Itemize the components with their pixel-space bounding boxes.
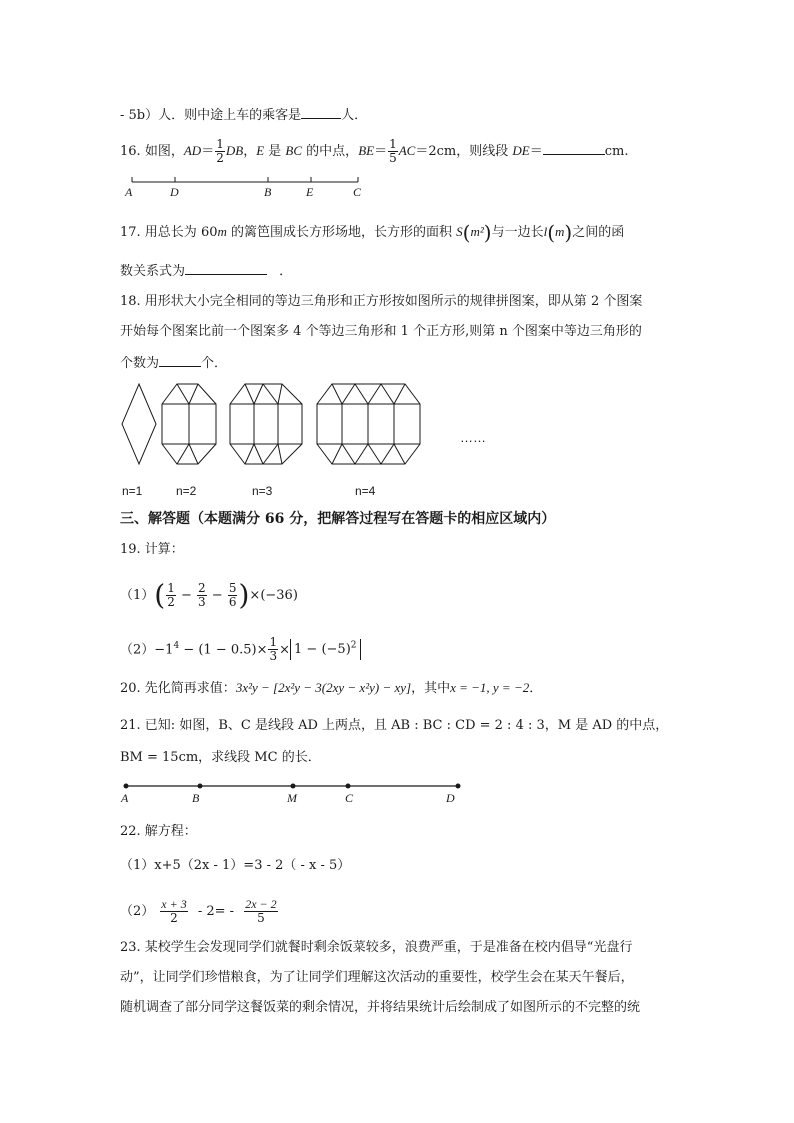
q19-p2-c: × (279, 642, 291, 658)
q22-p2-frac1 (160, 898, 187, 925)
q23-line1: 23. 某校学生会发现同学们就餐时剩余饭菜较多，浪费严重，于是准备在校内倡导“光盘行 (120, 940, 633, 955)
q19-p1-paren-close: ) (238, 578, 250, 612)
q16-e: E (256, 143, 265, 158)
q16-de: DE (512, 143, 530, 158)
q17-text-d: 之间的函 (572, 225, 625, 240)
q17-text-c: 与一边长 (491, 225, 544, 240)
q15-tail (120, 104, 367, 126)
q18-text: 个数为 (120, 356, 160, 371)
q20-expression: 3x²y − [2x²y − 3(2xy − x²y) − xy] (235, 680, 412, 695)
q20-tail: ． (529, 681, 543, 696)
q22-p2-label: （2） (120, 904, 155, 919)
q22-p2-mid: - 2= - (193, 904, 239, 919)
q21-point-b (198, 784, 203, 789)
q16-given: ＝2cm，则线段 (415, 144, 513, 159)
q18-tail: 个． (201, 356, 228, 371)
q16-label-c: C (353, 185, 362, 199)
q18-caption-n3: n=3 (252, 484, 273, 498)
q23-line2: 动”，让同学们珍惜粮食，为了让同学们理解这次活动的重要性，校学生会在某天午餐后， (120, 970, 634, 985)
q19-p1-f1-num: 1 (167, 581, 175, 595)
q17-text-b: 的篱笆围成长方形场地，长方形的面积 (226, 225, 457, 240)
q19-p2-label: （2） (120, 642, 155, 658)
q15-text-b: 人． (341, 108, 368, 123)
q21-point-d (456, 784, 461, 789)
q16-label-b: B (264, 185, 272, 199)
q16-ac: AC (398, 143, 416, 158)
q16-midpoint-text: 的中点， (302, 144, 359, 159)
q16-frac1 (215, 138, 225, 165)
q22-p2-f1-den: 2 (170, 911, 178, 925)
q21-label-c: C (345, 791, 354, 805)
q17-paren-open: ( (462, 220, 471, 245)
q22-p2-f2-den: 5 (257, 911, 265, 925)
pattern-n3 (230, 384, 302, 464)
q18-line3 (120, 352, 227, 374)
q17-var-l: l (543, 224, 548, 239)
q17-unit-area: m² (470, 224, 484, 239)
q22-p2-frac2 (244, 898, 277, 925)
q16-label-d: D (170, 185, 179, 199)
q21-point-a (124, 784, 129, 789)
q17-tail: ． (279, 264, 293, 279)
q22-part2 (120, 898, 284, 925)
q16-frac1-num: 1 (216, 137, 224, 151)
q17-paren-open2: ( (547, 220, 556, 245)
q17-paren-close: ) (483, 220, 492, 245)
q16-ad: AD (183, 143, 202, 158)
q16-bc: BC (285, 143, 303, 158)
q18-caption-n1: n=1 (122, 484, 143, 498)
q16-frac2-den: 5 (389, 151, 397, 165)
q15-answer-blank[interactable] (301, 104, 341, 119)
q20-prefix: 20. 先化简再求值： (120, 681, 236, 696)
q16-comma: ， (243, 144, 257, 159)
q19-p2-exp: 4 (173, 641, 180, 651)
q18-pattern-figures (120, 380, 430, 470)
q17-text-e: 数关系式为 (120, 264, 186, 279)
q16-eq3: ＝ (529, 144, 543, 159)
q16-eq2: ＝ (374, 144, 388, 159)
q16-db: DB (225, 143, 244, 158)
q19-p2-f-num: 1 (269, 635, 278, 650)
pattern-n1 (122, 384, 156, 464)
q16-label-a: A (125, 185, 133, 199)
q20-condition: x = −1, y = −2 (450, 680, 530, 695)
q16-frac2 (388, 138, 398, 165)
q18-line1: 18. 用形状大小完全相同的等边三角形和正方形按如图所示的规律拼图案，即从第 2 个图案 (120, 294, 643, 309)
q19-p2-abs (290, 639, 360, 660)
q21-line1: 21. 已知: 如图，B、C 是线段 AD 上两点，且 AB : BC : CD = 2 : 4 : 3，M 是 AD 的中点， (120, 718, 669, 733)
q19-p1-f3-num: 5 (228, 581, 237, 595)
q22-title: 22. 解方程： (120, 824, 197, 839)
q20-line (120, 678, 542, 699)
q19-p1-frac1 (166, 582, 176, 609)
q21-point-c (346, 784, 351, 789)
q19-p1-f2-num: 2 (198, 581, 206, 595)
q19-p1-tail: ×(−36) (249, 588, 298, 603)
q19-part2 (120, 636, 361, 663)
q15-text-a: - 5b）人．则中途上车的乘客是 (120, 108, 302, 123)
q17-paren-close2: ) (564, 220, 573, 245)
q21-label-m: M (287, 791, 297, 805)
q17-answer-blank[interactable] (185, 260, 267, 275)
q19-p2-f-den: 3 (269, 649, 278, 664)
q22-p2-f2-num: 2x − 2 (245, 897, 277, 911)
q21-point-m (291, 784, 296, 789)
q16-answer-blank[interactable] (543, 140, 605, 155)
q19-p1-frac3 (228, 582, 238, 609)
q21-label-d: D (446, 791, 455, 805)
q17-var-s: S (456, 224, 463, 239)
q16-be: BE (358, 143, 375, 158)
q22-p2-f1-num: x + 3 (161, 897, 187, 911)
q19-title: 19. 计算： (120, 542, 184, 557)
q19-p1-frac2 (197, 582, 207, 609)
q19-p2-frac (268, 636, 278, 663)
q19-p1-f2-den: 3 (198, 595, 206, 609)
q17-unit-m: m (217, 224, 227, 239)
q16-prefix: 如图， (144, 144, 184, 159)
q17-text-a: 17. 用总长为 60 (120, 225, 218, 240)
q19-p2-a: −1 (154, 642, 174, 658)
q16-unit: cm. (604, 144, 629, 159)
q16-segment-diagram (120, 172, 370, 202)
pattern-n2 (162, 384, 216, 464)
pattern-n4 (317, 384, 420, 464)
q23-line3: 随机调查了部分同学这餐饭菜的剩余情况，并将结果统计后绘制成了如图所示的不完整的统 (120, 1000, 641, 1015)
q21-label-a: A (121, 791, 129, 805)
q16-frac2-num: 1 (389, 137, 397, 151)
q19-p1-f3-den: 6 (228, 595, 237, 609)
q19-p2-d: 1 − (−5) (294, 642, 351, 658)
q18-caption-n4: n=4 (355, 484, 376, 498)
q19-p1-f1-den: 2 (167, 595, 175, 609)
q17-line1 (120, 222, 624, 243)
q16-label-e: E (306, 185, 314, 199)
q18-answer-blank[interactable] (159, 352, 201, 367)
q18-ellipsis: …… (460, 430, 486, 445)
q19-p2-b: − (1 − 0.5)× (179, 642, 268, 658)
q22-part1: （1）x+5（2x - 1）=3 - 2（ - x - 5） (120, 858, 351, 873)
q16-line (120, 138, 628, 165)
q19-p2-exp2: 2 (350, 641, 357, 651)
q16-frac1-den: 2 (216, 151, 224, 165)
q17-line2 (120, 260, 292, 282)
q16-number: 16. (120, 144, 141, 159)
section-3-title: 三、解答题（本题满分 66 分，把解答过程写在答题卡的相应区域内） (120, 511, 556, 527)
q16-eq: ＝ (201, 144, 215, 159)
q18-line2: 开始每个图案比前一个图案多 4 个等边三角形和 1 个正方形,则第 n 个图案中等边三角形的 (120, 324, 642, 339)
q17-unit-len: m (555, 224, 565, 239)
q19-p1-paren-open: ( (154, 578, 166, 612)
q20-mid: ，其中 (411, 681, 451, 696)
q16-is: 是 (264, 144, 286, 159)
q21-label-b: B (192, 791, 200, 805)
q18-caption-n2: n=2 (176, 484, 197, 498)
q19-part1: （1）( $\frac{1}{2}$ − $\frac{2}{3}$ − $\frac{5}{6}$ )×(−36) (120, 578, 298, 612)
q19-p1-label: （1） (120, 588, 155, 603)
q21-line2: BM = 15cm，求线段 MC 的长． (120, 750, 321, 765)
